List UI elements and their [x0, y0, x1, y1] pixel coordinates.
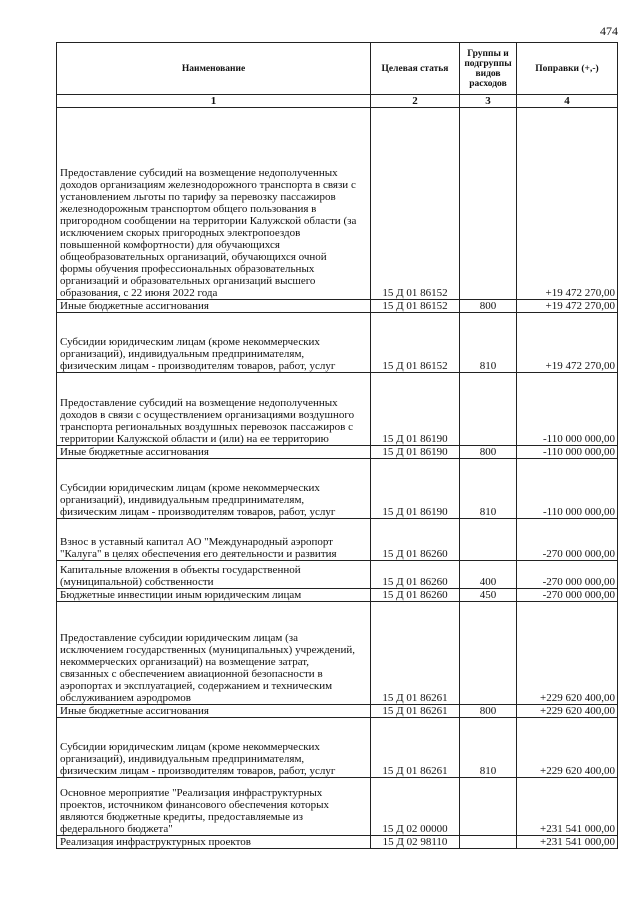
row-group: 810	[460, 459, 517, 519]
row-code: 15 Д 01 86190	[371, 459, 460, 519]
table-row	[57, 718, 618, 778]
table-row	[57, 313, 618, 373]
row-code: 15 Д 01 86261	[371, 705, 460, 718]
table-row	[57, 836, 618, 849]
row-amount: +19 472 270,00	[517, 300, 618, 313]
row-name: Капитальные вложения в объекты государственной (муниципальной) собственности	[57, 561, 371, 589]
table-row	[57, 300, 618, 313]
row-amount: -110 000 000,00	[517, 373, 618, 446]
row-code: 15 Д 02 00000	[371, 778, 460, 836]
row-code: 15 Д 01 86152	[371, 313, 460, 373]
row-amount: -270 000 000,00	[517, 519, 618, 561]
row-group: 810	[460, 718, 517, 778]
header-code: Целевая статья	[371, 43, 460, 95]
row-amount: -270 000 000,00	[517, 561, 618, 589]
table-row	[57, 519, 618, 561]
header-name: Наименование	[57, 43, 371, 95]
row-name: Основное мероприятие "Реализация инфраструктурных проектов, источником финансового обеспечения которых являются бюджетные кредиты, предоставляемые из федерального бюджета"	[57, 778, 371, 836]
row-group: 400	[460, 561, 517, 589]
row-group	[460, 108, 517, 300]
row-code: 15 Д 01 86152	[371, 108, 460, 300]
page-number: 474	[600, 24, 618, 38]
row-amount: +19 472 270,00	[517, 313, 618, 373]
row-group	[460, 602, 517, 705]
row-group	[460, 836, 517, 849]
row-amount: +231 541 000,00	[517, 836, 618, 849]
row-name: Иные бюджетные ассигнования	[57, 446, 371, 459]
row-group: 450	[460, 589, 517, 602]
header-amount: Поправки (+,-)	[517, 43, 618, 95]
row-code: 15 Д 01 86260	[371, 519, 460, 561]
row-name: Взнос в уставный капитал АО "Международный аэропорт "Калуга" в целях обеспечения его деятельности и развития	[57, 519, 371, 561]
table-row	[57, 108, 618, 300]
row-name: Иные бюджетные ассигнования	[57, 705, 371, 718]
row-amount: -110 000 000,00	[517, 459, 618, 519]
row-group	[460, 373, 517, 446]
row-code: 15 Д 01 86260	[371, 561, 460, 589]
row-group	[460, 778, 517, 836]
table-row	[57, 373, 618, 446]
row-group: 800	[460, 705, 517, 718]
row-amount: +229 620 400,00	[517, 718, 618, 778]
row-name: Субсидии юридическим лицам (кроме некоммерческих организаций), индивидуальным предпринимателям, физическим лицам - производителям товаров, работ, услуг	[57, 459, 371, 519]
row-amount: +229 620 400,00	[517, 602, 618, 705]
row-amount: +19 472 270,00	[517, 108, 618, 300]
header-group: Группы и подгруппы видов расходов	[460, 43, 517, 95]
table-row	[57, 602, 618, 705]
col-number-1: 1	[57, 95, 371, 108]
col-number-2: 2	[371, 95, 460, 108]
row-name: Субсидии юридическим лицам (кроме некоммерческих организаций), индивидуальным предпринимателям, физическим лицам - производителям товаров, работ, услуг	[57, 313, 371, 373]
row-code: 15 Д 02 98110	[371, 836, 460, 849]
table-row	[57, 778, 618, 836]
row-name: Иные бюджетные ассигнования	[57, 300, 371, 313]
row-name: Предоставление субсидии юридическим лицам (за исключением государственных (муниципальных) учреждений, некоммерческих организаций) на возмещение затрат, связанных с обеспечением авиационной безопасности в аэропортах и эксплуатацией, содержанием и техническим обслуживанием аэродромов	[57, 602, 371, 705]
budget-amendments-table	[56, 42, 618, 849]
col-number-4: 4	[517, 95, 618, 108]
row-name: Реализация инфраструктурных проектов	[57, 836, 371, 849]
row-code: 15 Д 01 86152	[371, 300, 460, 313]
row-group	[460, 519, 517, 561]
row-name: Бюджетные инвестиции иным юридическим лицам	[57, 589, 371, 602]
table-row	[57, 561, 618, 589]
row-group: 810	[460, 313, 517, 373]
row-code: 15 Д 01 86260	[371, 589, 460, 602]
row-code: 15 Д 01 86261	[371, 718, 460, 778]
row-name: Предоставление субсидий на возмещение недополученных доходов в связи с осуществлением организациями воздушного транспорта региональных воздушных перевозок пассажиров с территории Калужской области и (или) на ее территорию	[57, 373, 371, 446]
table-row	[57, 589, 618, 602]
table-row	[57, 446, 618, 459]
col-number-3: 3	[460, 95, 517, 108]
row-name: Предоставление субсидий на возмещение недополученных доходов организациям железнодорожного транспорта в связи с установлением льготы по тарифу за перевозку пассажиров железнодорожным транспортом общего пользования в пригородном сообщении на территории Калужской области (за исключением скорых пригородных электропоездов повышенной комфортности) для обучающихся общеобразовательных организаций, обучающихся очной формы обучения профессиональных образовательных организаций и образовательных организаций высшего образования, с 22 июня 2022 года	[57, 108, 371, 300]
row-code: 15 Д 01 86190	[371, 446, 460, 459]
row-code: 15 Д 01 86190	[371, 373, 460, 446]
row-amount: +229 620 400,00	[517, 705, 618, 718]
table-row	[57, 459, 618, 519]
row-group: 800	[460, 300, 517, 313]
row-group: 800	[460, 446, 517, 459]
row-amount: -110 000 000,00	[517, 446, 618, 459]
row-code: 15 Д 01 86261	[371, 602, 460, 705]
row-amount: -270 000 000,00	[517, 589, 618, 602]
table-row	[57, 705, 618, 718]
row-name: Субсидии юридическим лицам (кроме некоммерческих организаций), индивидуальным предпринимателям, физическим лицам - производителям товаров, работ, услуг	[57, 718, 371, 778]
row-amount: +231 541 000,00	[517, 778, 618, 836]
